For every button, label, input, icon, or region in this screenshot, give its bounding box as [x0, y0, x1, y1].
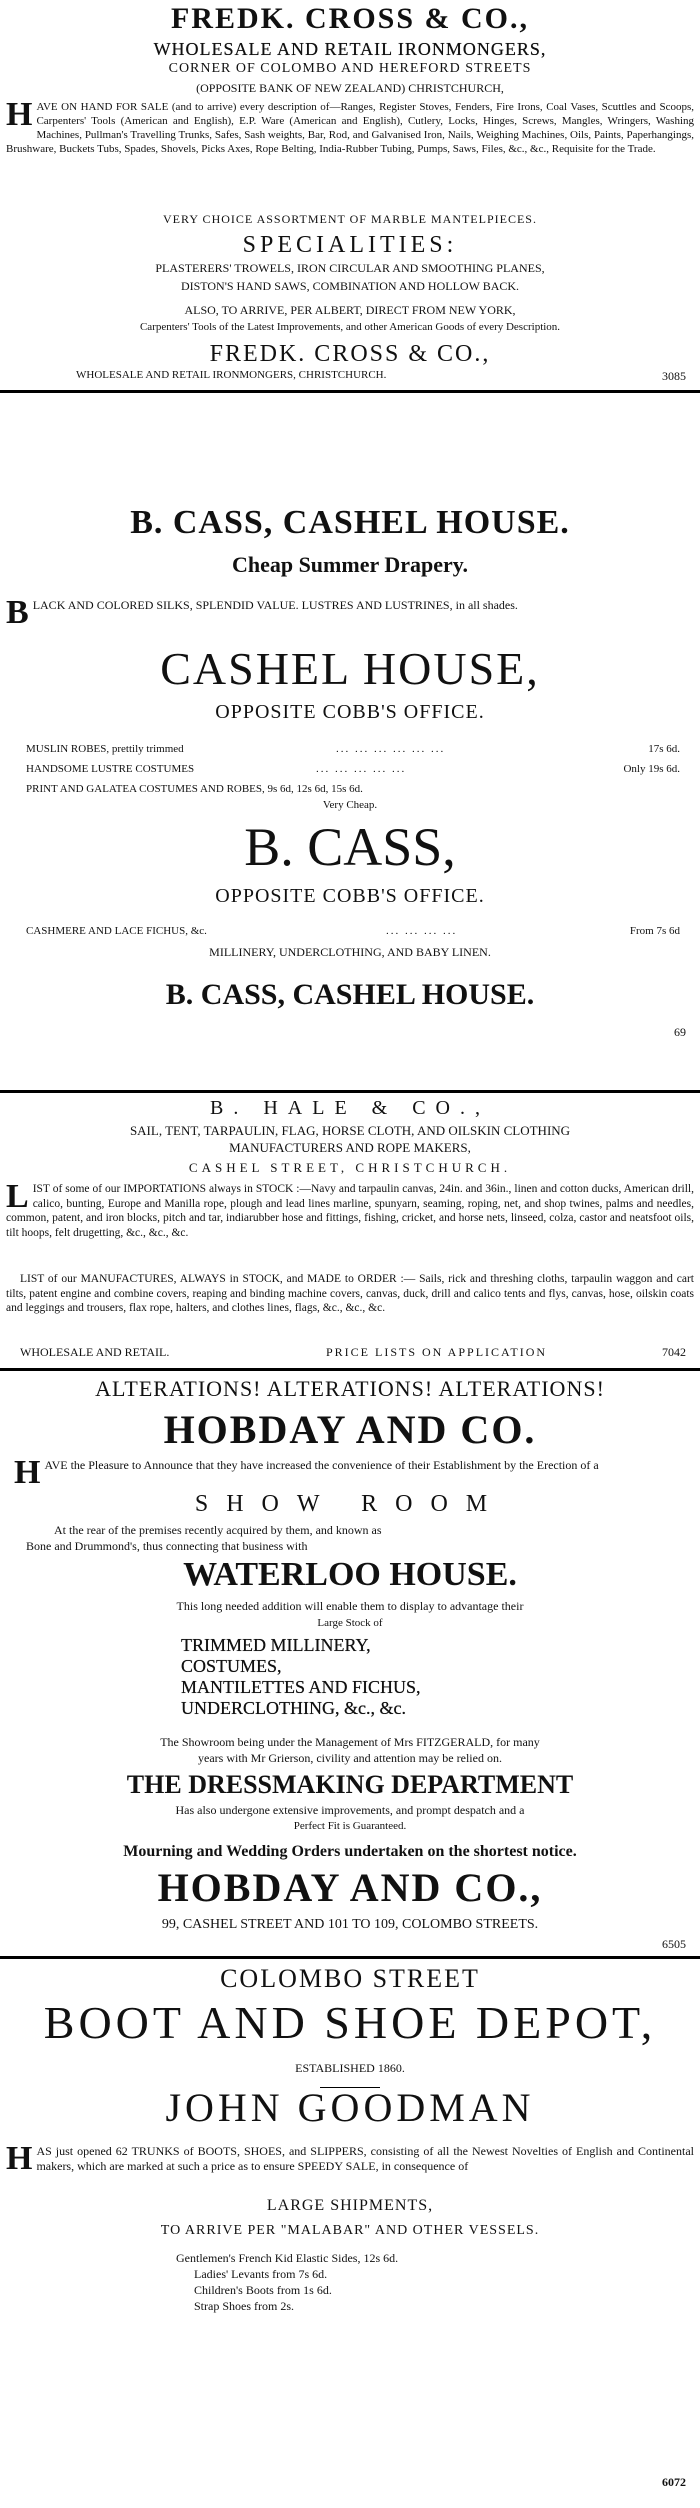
goodman-name: JOHN GOODMAN	[165, 2085, 535, 2130]
goodman-price-1: Gentlemen's French Kid Elastic Sides, 12s 6d.	[176, 2251, 399, 2265]
cross-signature-sub: WHOLESALE AND RETAIL IRONMONGERS, CHRISTCHURCH.	[76, 369, 387, 381]
hale-body-text: IST of some of our IMPORTATIONS always in STOCK :—Navy and tarpaulin canvas, 24in. and 36in., linen and cotton ducks, American drill, calico, bunting, Europe and Manilla rope, plough and lead lines marline, spunyarn, seaming, roping, net, and shop twines, palms and needles, common, patent, and iron blocks, pitch and tar, indiarubber hose and fittings, fishing, cricket, and horse nets, linseed, colza, castor and neatsfoot oils, tilt hoops, felt drugetting, &c., &c., &c.	[6, 1183, 694, 1239]
hale-line1: SAIL, TENT, TARPAULIN, FLAG, HORSE CLOTH, AND OILSKIN CLOTHING	[129, 1123, 571, 1138]
cass-millinery: MILLINERY, UNDERCLOTHING, AND BABY LINEN.	[209, 945, 491, 959]
hobday-good-3: MANTILETTES AND FICHUS,	[181, 1677, 421, 1697]
cass-title: B. CASS, CASHEL HOUSE.	[130, 504, 570, 541]
divider-rule	[0, 1090, 700, 1093]
cass-footer: B. CASS, CASHEL HOUSE.	[165, 978, 535, 1011]
hobday-address: 99, CASHEL STREET AND 101 TO 109, COLOMBO STREETS.	[161, 1917, 539, 1932]
cross-signature: FREDK. CROSS & CO.,	[209, 341, 491, 367]
cross-address: CORNER OF COLOMBO AND HEREFORD STREETS	[168, 61, 532, 76]
hale-body	[6, 1178, 694, 1240]
cass-opposite: OPPOSITE COBB'S OFFICE.	[215, 701, 485, 723]
cross-mantelpieces: VERY CHOICE ASSORTMENT OF MARBLE MANTELPIECES.	[163, 212, 537, 226]
hale-price-lists: PRICE LISTS ON APPLICATION	[326, 1345, 548, 1359]
goodman-depot: BOOT AND SHOE DEPOT,	[43, 1997, 657, 2048]
hobday-rear1: At the rear of the premises recently acquired by them, and known as	[54, 1523, 382, 1537]
goodman-large-shipments: LARGE SHIPMENTS,	[266, 2197, 434, 2214]
hobday-mgmt1: The Showroom being under the Management of Mrs FITZGERALD, for many	[160, 1735, 540, 1749]
hobday-signature: HOBDAY AND CO.,	[157, 1865, 543, 1910]
hale-title: B. HALE & CO.,	[210, 1097, 490, 1119]
cross-spec-line1: PLASTERERS' TROWELS, IRON CIRCULAR AND SMOOTHING PLANES,	[155, 261, 545, 275]
hobday-dressmaking: THE DRESSMAKING DEPARTMENT	[126, 1770, 574, 1799]
cross-arrive-line2: Carpenters' Tools of the Latest Improvements, and other American Goods of every Description.	[139, 321, 561, 333]
goodman-body	[6, 2140, 694, 2177]
cross-subtitle: WHOLESALE AND RETAIL IRONMONGERS,	[153, 39, 547, 59]
cass-body-text: LACK AND COLORED SILKS, SPLENDID VALUE. LUSTRES AND LUSTRINES, in all shades.	[32, 598, 518, 612]
item-dots: ... ... ... ...	[386, 925, 458, 937]
cross-title: FREDK. CROSS & CO.,	[170, 2, 530, 35]
cross-body-text: AVE ON HAND FOR SALE (and to arrive) every description of—Ranges, Register Stoves, Fenders, Fire Irons, Coal Vases, Scuttles and Scoops, Carpenters' Tools (American and English), E.P. Ware (American and English), Cutlery, Locks, Hinges, Screws, Mangles, Wringers, Washing Machines, Pullman's Travelling Trunks, Safes, Sash weights, Bar, Rod, and Galvanised Iron, Nails, Weighing Machines, Oils, Paints, Paperhangings, Brushware, Buckets Tubs, Spades, Shovels, Picks Axes, Rope Belting, India-Rubber Tubing, Pumps, Saws, Files, &c., &c., Requisite for the Trade.	[6, 101, 694, 155]
hobday-good-2: COSTUMES,	[181, 1656, 282, 1676]
goodman-established: ESTABLISHED 1860.	[295, 2061, 405, 2075]
drop-cap: B	[6, 594, 29, 631]
hobday-addition: This long needed addition will enable them to display to advantage their	[176, 1599, 524, 1613]
hobday-ref-number: 6505	[662, 1937, 686, 1951]
goodman-advertisement	[6, 1962, 694, 2502]
goodman-price-3: Children's Boots from 1s 6d.	[194, 2283, 332, 2297]
hobday-body-text: AVE the Pleasure to Announce that they have increased the convenience of their Establishment by the Erection of a	[44, 1458, 599, 1472]
hobday-mgmt2: years with Mr Grierson, civility and attention may be relied on.	[198, 1751, 502, 1765]
cross-spec-line2: DISTON'S HAND SAWS, COMBINATION AND HOLLOW BACK.	[180, 279, 520, 293]
cass-advertisement	[6, 400, 694, 1080]
drop-cap: H	[14, 1454, 41, 1491]
cass-bcass-heading: B. CASS,	[244, 817, 456, 877]
item-name: MUSLIN ROBES, prettily trimmed	[26, 743, 184, 755]
hale-advertisement	[6, 1094, 694, 1394]
goodman-colombo: COLOMBO STREET	[220, 1964, 480, 1993]
cross-specialities: SPECIALITIES:	[242, 232, 458, 258]
hobday-showroom: SHOW ROOM	[194, 1491, 506, 1517]
hobday-waterloo: WATERLOO HOUSE.	[183, 1556, 517, 1593]
drop-cap: H	[6, 96, 33, 133]
divider-rule	[0, 390, 700, 393]
cass-body	[6, 594, 694, 631]
cass-drapery: Cheap Summer Drapery.	[231, 552, 469, 577]
cross-body	[6, 96, 694, 156]
hobday-rear2: Bone and Drummond's, thus connecting that business with	[26, 1539, 308, 1553]
hobday-dress1: Has also undergone extensive improvements, and prompt despatch and a	[175, 1803, 525, 1817]
item-name: HANDSOME LUSTRE COSTUMES	[26, 763, 195, 775]
cass-house-heading: CASHEL HOUSE,	[160, 643, 540, 694]
drop-cap: L	[6, 1178, 29, 1215]
goodman-arrive: TO ARRIVE PER "MALABAR" AND OTHER VESSELS.	[160, 2223, 540, 2238]
goodman-ref-number: 6072	[662, 2475, 686, 2489]
goodman-price-2: Ladies' Levants from 7s 6d.	[194, 2267, 328, 2281]
hobday-good-4: UNDERCLOTHING, &c., &c.	[181, 1698, 406, 1718]
divider-rule	[0, 1368, 700, 1371]
hale-wholesale: WHOLESALE AND RETAIL.	[20, 1345, 170, 1359]
cass-opposite2: OPPOSITE COBB'S OFFICE.	[215, 885, 485, 907]
hobday-good-1: TRIMMED MILLINERY,	[181, 1635, 371, 1655]
hobday-stock: Large Stock of	[317, 1617, 383, 1629]
hobday-title: HOBDAY AND CO.	[163, 1407, 537, 1452]
hobday-alterations: ALTERATIONS! ALTERATIONS! ALTERATIONS!	[95, 1376, 605, 1401]
hobday-mourning: Mourning and Wedding Orders undertaken on the shortest notice.	[123, 1843, 577, 1860]
divider-rule	[0, 1956, 700, 1959]
cass-very-cheap: Very Cheap.	[322, 799, 378, 811]
goodman-body-text: AS just opened 62 TRUNKS of BOOTS, SHOES, and SLIPPERS, consisting of all the Newest Novelties of English and Continental makers, which are marked at such a price as to ensure SPEEDY SALE, in consequence of	[36, 2144, 694, 2173]
cross-opposite: (OPPOSITE BANK OF NEW ZEALAND) CHRISTCHURCH,	[196, 81, 504, 95]
item-price: Only 19s 6d.	[623, 763, 680, 775]
item-dots: ... ... ... ... ...	[316, 763, 407, 775]
hale-ref-number: 7042	[662, 1345, 686, 1359]
hobday-dress2: Perfect Fit is Guaranteed.	[293, 1820, 407, 1832]
item-price: From 7s 6d	[629, 925, 680, 937]
drop-cap: H	[6, 2140, 33, 2177]
cross-arrive-line1: ALSO, TO ARRIVE, PER ALBERT, DIRECT FROM NEW YORK,	[184, 303, 516, 317]
item-price: 17s 6d.	[648, 743, 680, 755]
item-name: PRINT AND GALATEA COSTUMES AND ROBES, 9s 6d, 12s 6d, 15s 6d.	[26, 783, 363, 795]
cross-ref-number: 3085	[662, 369, 686, 383]
item-name: CASHMERE AND LACE FICHUS, &c.	[26, 925, 207, 937]
hale-line2: MANUFACTURERS AND ROPE MAKERS,	[229, 1140, 471, 1155]
item-dots: ... ... ... ... ... ...	[336, 743, 446, 755]
hale-address: CASHEL STREET, CHRISTCHURCH.	[188, 1160, 512, 1175]
goodman-price-4: Strap Shoes from 2s.	[194, 2299, 294, 2313]
hobday-body	[14, 1454, 674, 1491]
cass-ref-number: 69	[674, 1025, 686, 1039]
hale-body2: LIST of our MANUFACTURES, ALWAYS in STOCK, and MADE to ORDER :— Sails, rick and threshing cloths, tarpaulin waggon and cart tilts, patent engine and combine covers, reaping and binding machine covers, canvas, duck, drill and calico tents and flys, canvas, hose, oilskin coats and leggings and trousers, flax rope, halters, and clothes lines, flags, &c., &c., &c.	[6, 1273, 694, 1314]
